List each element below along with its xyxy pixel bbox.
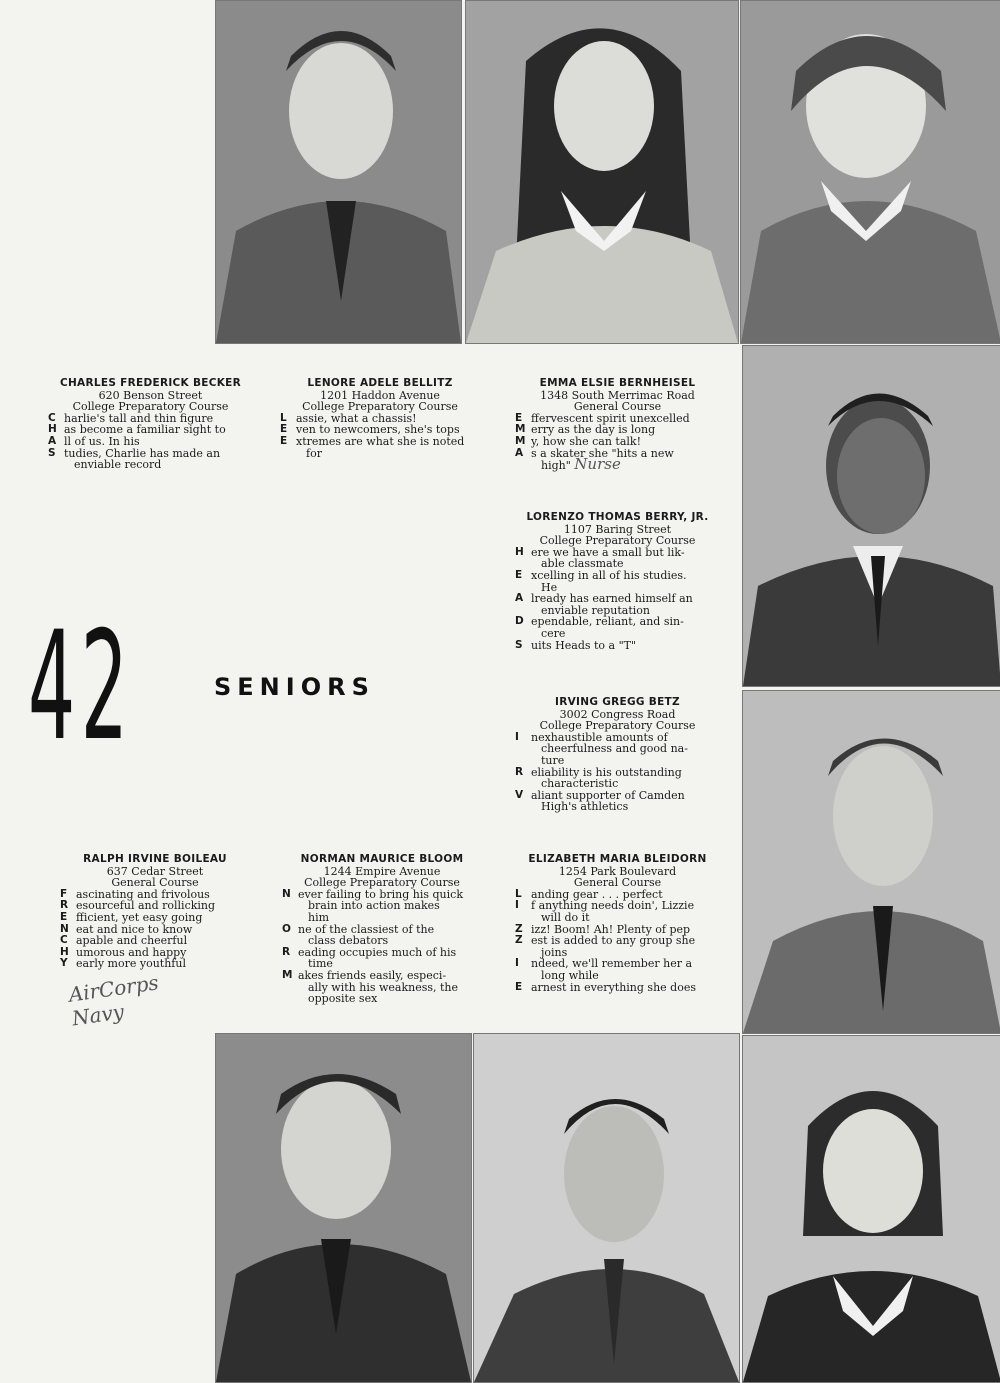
portrait-photo-bleidorn bbox=[742, 1035, 1000, 1383]
acrostic-text: aliant supporter of Camden bbox=[531, 788, 685, 802]
acrostic-text: eading occupies much of his bbox=[298, 945, 457, 959]
acrostic-initial: A bbox=[48, 434, 57, 447]
acrostic-text: ascinating and frivolous bbox=[76, 887, 210, 901]
acrostic-text: high" bbox=[541, 459, 571, 473]
acrostic-initial: N bbox=[282, 887, 291, 900]
senior-entry-berry bbox=[515, 512, 720, 651]
acrostic-initial: O bbox=[282, 922, 291, 935]
handwritten-note-boileau: AirCorps Navy bbox=[67, 970, 161, 1031]
portrait-photo-bellitz bbox=[465, 0, 739, 344]
portrait-photo-boileau bbox=[215, 1033, 472, 1383]
acrostic-initial: D bbox=[515, 615, 524, 628]
acrostic-text: enviable reputation bbox=[541, 603, 650, 617]
acrostic-text: tudies, Charlie has made an bbox=[64, 446, 221, 460]
portrait-photo-betz bbox=[742, 690, 1000, 1034]
senior-entry-bleidorn bbox=[515, 854, 720, 993]
senior-entry-betz bbox=[515, 697, 720, 813]
acrostic-text: xtremes are what she is noted bbox=[296, 434, 465, 448]
acrostic-initial: I bbox=[515, 730, 519, 743]
acrostic-initial: M bbox=[515, 423, 526, 436]
senior-entry-becker bbox=[48, 378, 253, 471]
acrostic-initial: S bbox=[515, 638, 523, 651]
acrostic-text: s a skater she "hits a new bbox=[531, 446, 674, 460]
acrostic-text: ffervescent spirit unexcelled bbox=[531, 411, 690, 425]
senior-address: 1348 South Merrimac Road bbox=[540, 388, 695, 402]
acrostic-initial: R bbox=[282, 945, 291, 958]
acrostic-text: xcelling in all of his studies. bbox=[531, 568, 687, 582]
acrostic-text: him bbox=[308, 910, 330, 924]
senior-course: General Course bbox=[111, 876, 199, 890]
senior-course: College Preparatory Course bbox=[72, 400, 229, 414]
acrostic-text: ll of us. In his bbox=[64, 434, 140, 448]
acrostic-text: enviable record bbox=[74, 458, 162, 472]
acrostic-text: nexhaustible amounts of bbox=[531, 730, 668, 744]
acrostic-initial: E bbox=[280, 434, 288, 447]
senior-name: CHARLES FREDERICK BECKER bbox=[59, 377, 242, 389]
senior-name: ELIZABETH MARIA BLEIDORN bbox=[528, 853, 707, 865]
acrostic-initial: C bbox=[60, 934, 68, 947]
acrostic-text: able classmate bbox=[541, 557, 624, 571]
acrostic-initial: M bbox=[515, 434, 526, 447]
acrostic-text: as become a familiar sight to bbox=[64, 423, 226, 437]
acrostic-initial: I bbox=[515, 957, 519, 970]
acrostic-initial: L bbox=[280, 411, 287, 424]
acrostic-initial: Z bbox=[515, 922, 523, 935]
senior-course: General Course bbox=[573, 400, 662, 414]
acrostic-initial: H bbox=[515, 545, 524, 558]
acrostic-initial: A bbox=[515, 446, 524, 459]
acrostic-initial: I bbox=[515, 899, 519, 912]
acrostic-text: long while bbox=[541, 968, 599, 982]
acrostic-text: for bbox=[306, 446, 322, 460]
acrostic-text: harlie's tall and thin figure bbox=[64, 411, 214, 425]
senior-course: College Preparatory Course bbox=[539, 719, 696, 733]
acrostic-initial: H bbox=[60, 945, 69, 958]
acrostic-initial: E bbox=[515, 568, 523, 581]
senior-name: EMMA ELSIE BERNHEISEL bbox=[539, 377, 696, 389]
acrostic-text: lready has earned himself an bbox=[531, 592, 693, 606]
acrostic-continuation bbox=[515, 455, 720, 474]
acrostic-text: ne of the classiest of the bbox=[298, 922, 435, 936]
acrostic-text: ndeed, we'll remember her a bbox=[531, 957, 693, 971]
acrostic-text: y, how she can talk! bbox=[531, 434, 641, 448]
acrostic-initial: E bbox=[60, 910, 68, 923]
portrait-photo-berry bbox=[742, 345, 1000, 687]
acrostic-text: class debators bbox=[308, 934, 389, 948]
senior-course: General Course bbox=[573, 876, 662, 890]
acrostic-text: esourceful and rollicking bbox=[76, 899, 216, 913]
acrostic-text: est is added to any group she bbox=[531, 934, 696, 948]
acrostic-text: assie, what a chassis! bbox=[296, 411, 417, 425]
senior-address: 3002 Congress Road bbox=[559, 707, 676, 721]
acrostic-text: ever failing to bring his quick bbox=[298, 887, 463, 901]
senior-address: 1254 Park Boulevard bbox=[558, 864, 677, 878]
acrostic-text: apable and cheerful bbox=[76, 934, 188, 948]
handwritten-note: Nurse bbox=[574, 455, 621, 474]
senior-course: College Preparatory Course bbox=[302, 400, 458, 414]
acrostic-text: ven to newcomers, she's tops bbox=[296, 423, 460, 437]
portrait-photo-becker bbox=[215, 0, 462, 344]
acrostic-text: ere we have a small but lik- bbox=[531, 545, 685, 559]
acrostic-text: eliability is his outstanding bbox=[531, 765, 682, 779]
acrostic-text: anding gear . . . perfect bbox=[531, 887, 663, 901]
senior-address: 1244 Empire Avenue bbox=[323, 864, 441, 878]
acrostic-text: opposite sex bbox=[308, 992, 378, 1006]
senior-entry-bernheisel bbox=[515, 378, 720, 472]
portrait-photo-bloom bbox=[473, 1033, 740, 1383]
acrostic-text: f anything needs doin', Lizzie bbox=[531, 899, 695, 913]
acrostic-text: cere bbox=[541, 626, 566, 640]
acrostic-initial: E bbox=[515, 411, 523, 424]
senior-name: LORENZO THOMAS BERRY, JR. bbox=[526, 511, 709, 523]
acrostic-initial: V bbox=[515, 788, 524, 801]
acrostic-text: izz! Boom! Ah! Plenty of pep bbox=[531, 922, 691, 936]
acrostic-initial: F bbox=[60, 887, 68, 900]
senior-address: 620 Benson Street bbox=[98, 388, 203, 402]
acrostic-text: akes friends easily, especi- bbox=[298, 968, 447, 982]
acrostic-initial: C bbox=[48, 411, 56, 424]
acrostic-text: High's athletics bbox=[541, 800, 629, 814]
acrostic-text: eat and nice to know bbox=[76, 922, 193, 936]
senior-course: College Preparatory Course bbox=[304, 876, 460, 890]
acrostic-text: time bbox=[308, 957, 333, 971]
acrostic-initial: M bbox=[282, 968, 293, 981]
acrostic-text: brain into action makes bbox=[308, 899, 440, 913]
acrostic-initial: H bbox=[48, 423, 57, 436]
senior-address: 1201 Haddon Avenue bbox=[320, 388, 440, 402]
acrostic-text: erry as the day is long bbox=[531, 423, 656, 437]
portrait-photo-bernheisel bbox=[740, 0, 1000, 344]
senior-address: 637 Cedar Street bbox=[106, 864, 204, 878]
acrostic-text: joins bbox=[541, 945, 568, 959]
acrostic-initial: E bbox=[515, 980, 523, 993]
senior-entry-bloom bbox=[282, 854, 482, 1005]
acrostic-initial: A bbox=[515, 592, 524, 605]
acrostic-initial: E bbox=[280, 423, 288, 436]
acrostic-text: uits Heads to a "T" bbox=[531, 638, 637, 652]
senior-name: NORMAN MAURICE BLOOM bbox=[300, 853, 464, 865]
senior-name: RALPH IRVINE BOILEAU bbox=[83, 853, 227, 865]
acrostic-text: ture bbox=[541, 753, 565, 767]
acrostic-text: umorous and happy bbox=[76, 945, 187, 959]
acrostic-initial: S bbox=[48, 446, 56, 459]
senior-name: IRVING GREGG BETZ bbox=[555, 696, 680, 708]
senior-name: LENORE ADELE BELLITZ bbox=[307, 377, 453, 389]
senior-entry-bellitz bbox=[280, 378, 480, 459]
acrostic-text: He bbox=[541, 580, 558, 594]
section-title: SENIORS bbox=[214, 673, 375, 701]
acrostic-initial: R bbox=[60, 899, 69, 912]
acrostic-initial: L bbox=[515, 887, 522, 900]
acrostic-initial: Z bbox=[515, 934, 523, 947]
page-number: 42 bbox=[28, 600, 134, 774]
senior-entry-boileau bbox=[60, 854, 250, 970]
acrostic-text: arnest in everything she does bbox=[531, 980, 696, 994]
acrostic-initial: Y bbox=[60, 957, 68, 970]
acrostic-text: ependable, reliant, and sin- bbox=[531, 615, 684, 629]
acrostic-text: early more youthful bbox=[76, 957, 186, 971]
acrostic-text: will do it bbox=[541, 910, 590, 924]
senior-address: 1107 Baring Street bbox=[563, 522, 672, 536]
acrostic-text: cheerfulness and good na- bbox=[541, 742, 688, 756]
acrostic-initial: N bbox=[60, 922, 69, 935]
senior-course: College Preparatory Course bbox=[539, 534, 696, 548]
acrostic-text: fficient, yet easy going bbox=[76, 910, 203, 924]
acrostic-text: characteristic bbox=[541, 777, 619, 791]
acrostic-initial: R bbox=[515, 765, 524, 778]
acrostic-text: ally with his weakness, the bbox=[308, 980, 459, 994]
